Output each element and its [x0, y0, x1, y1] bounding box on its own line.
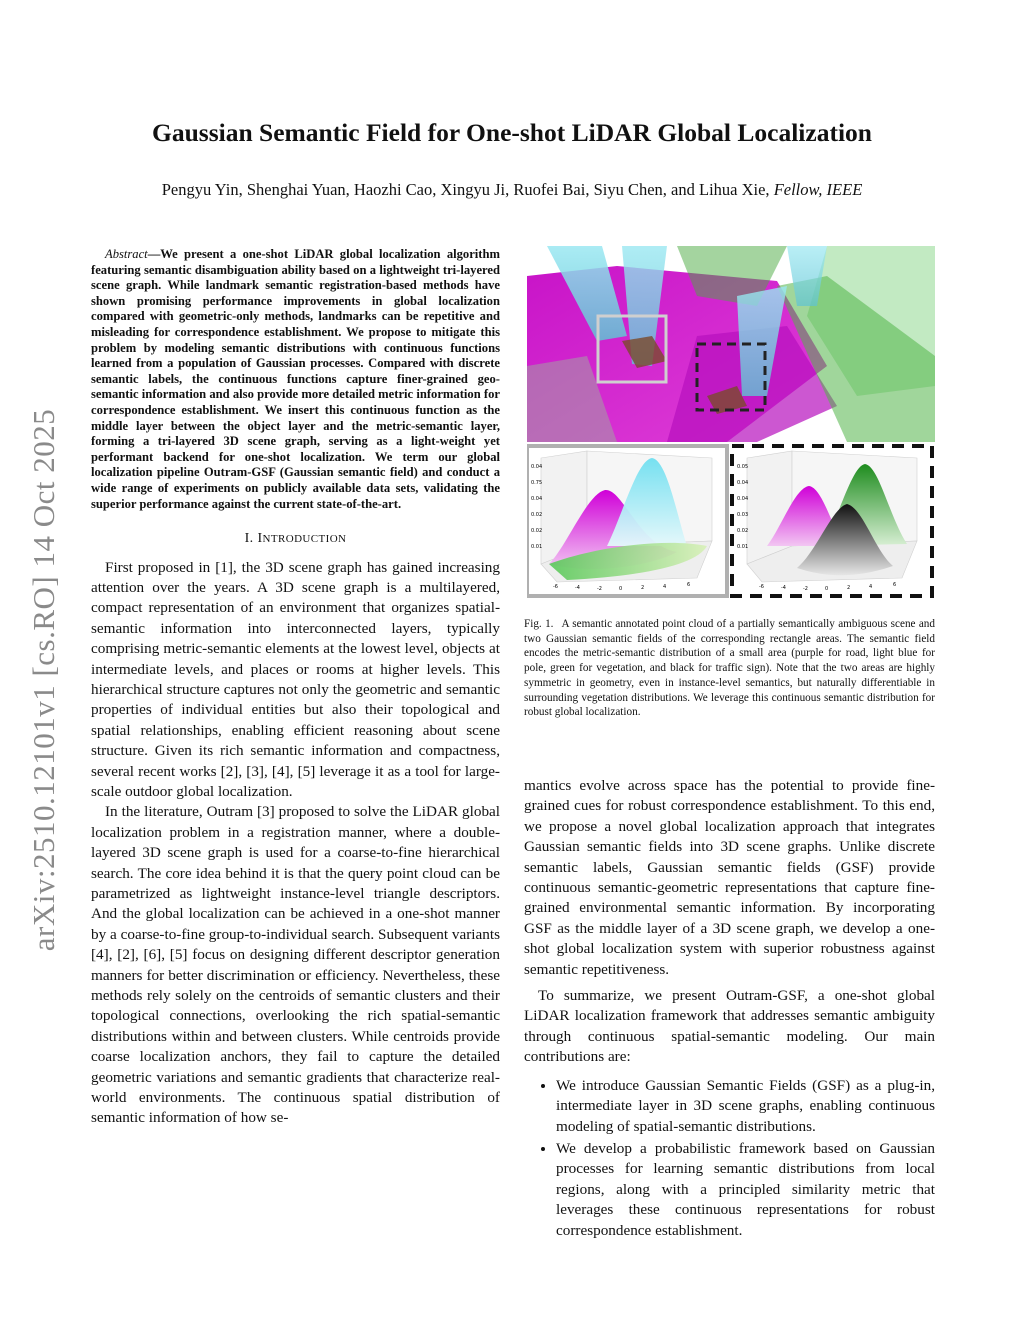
right-ztick-5: 0.02	[737, 528, 749, 534]
left-xtick-1: -6	[553, 584, 558, 590]
right-xtick-4: 0	[825, 586, 829, 592]
intro-paragraph-2: In the literature, Outram [3] proposed to solve the LiDAR global localization problem in a registration manner, where a double-layered 3D scene graph is used for a coarse-to-fine hierarchical search. The core idea behind it is that the query point cloud can be parametrized as lightweight instance-level triangle descriptors. And the global localization can be achieved in a one-shot manner by a coarse-to-fine group-to-individual search. Subsequent variants [4], [2], [6], [5] focus on designing different descriptor generation manners for better discrimination or efficiency. Nevertheless, these methods rely solely on the centroids of semantic clusters and their topological connections, overlooking the rich spatial-semantic distributions within and between clusters. While centroids provide coarse localization anchors, they fail to capture the detailed geometric variations and semantic gradients that characterize real-world environments. The continuous spatial distribution of semantic information of how se-	[91, 803, 500, 1127]
section-first-letter: I	[257, 531, 263, 547]
left-ztick-4: 0.02	[531, 512, 543, 518]
right-paragraph-1: mantics evolve across space has the potential to provide fine-grained cues for robust correspondence establishment. To this end, we propose a novel global localization approach that integrates Gaussian semantic fields into 3D scene graphs. Unlike discrete semantic labels, Gaussian semantic fields (GSF) provide continuous semantic-geometric representations that capture fine-grained environmental semantic information. By incorporating GSF as the middle layer of a 3D scene graph, we develop a one-shot global localization system with superior robustness against semantic repetitiveness.	[524, 777, 935, 978]
contribution-item-1: • We introduce Gaussian Semantic Fields (GSF) as a plug-in, intermediate layer in 3D scene graphs, enabling continuous modeling of spatial-semantic distributions.	[556, 1076, 935, 1137]
left-xtick-6: 4	[663, 584, 667, 590]
right-xtick-6: 4	[869, 584, 873, 590]
left-column	[91, 247, 500, 1129]
left-ztick-5: 0.02	[531, 528, 543, 534]
author-names: Pengyu Yin, Shenghai Yuan, Haozhi Cao, Xingyu Ji, Ruofei Bai, Siyu Chen, and Lihua Xie,	[161, 180, 774, 199]
left-ztick-2: 0.75	[531, 480, 543, 486]
left-xtick-4: 0	[619, 586, 623, 592]
right-xtick-3: -2	[803, 586, 808, 592]
right-xtick-1: -6	[759, 584, 764, 590]
gsf-plot-left	[527, 446, 727, 596]
caption-text: A semantic annotated point cloud of a partially semantically ambiguous scene and two Gaussian semantic fields of the corresponding rectangle areas. The semantic field encodes the metric-semantic distribution of a small area (purple for road, light blue for pole, green for vegetation, and black for traffic sign). Note that the two areas are highly symmetric in geometry, even in instance-level semantics, but naturally differentiable in surrounding vegetation distributions. We leverage this continuous semantic distribution for robust global localization.	[524, 618, 935, 719]
paper-title: Gaussian Semantic Field for One-shot LiDAR Global Localization	[152, 118, 872, 147]
abstract-text: —We present a one-shot LiDAR global localization algorithm featuring semantic disambiguation ability based on a lightweight tri-layered scene graph. While landmark semantic registration-based methods have shown promising performance improvements in global localization compared with geometric-only methods, landmarks can be repetitive and misleading for correspondence establishment. We propose to mitigate this problem by modeling semantic distributions with continuous functions learned from a population of Gaussian processes. Compared with discrete semantic labels, the continuous functions capture finer-grained geo-semantic information and also provide more detailed metric information for correspondence establishment. We insert this continuous function as the middle layer between the object layer and the metric-semantic layer, forming a tri-layered 3D scene graph, serving as a light-weight yet performant backend for one-shot localization. We term our global localization pipeline Outram-GSF (Gaussian semantic field) and conduct a wide range of experiments on publicly available data sets, validating the superior performance against the current state-of-the-art.	[91, 247, 500, 511]
abstract	[91, 247, 500, 512]
left-xtick-5: 2	[641, 585, 645, 591]
abstract-label: Abstract	[105, 247, 148, 261]
contribution-item-2: • We develop a probabilistic framework based on Gaussian processes for learning semantic distributions from local regions, along with a principled similarity metric that leverages these continuous representations for robust correspondence establishment.	[556, 1139, 935, 1241]
caption-label: Fig. 1.	[524, 618, 554, 630]
right-xtick-2: -4	[781, 585, 786, 591]
point-cloud-panel	[527, 246, 935, 442]
author-list	[0, 180, 1024, 200]
intro-paragraph-1: First proposed in [1], the 3D scene graph has gained increasing attention over the years. A 3D scene graph is a multilayered, compact representation of an environment that organizes spatial-semantic information into interconnected layers, typically comprising metric-semantic elements at the lowest level, objects at intermediate levels, and places or rooms at higher levels. This hierarchical structure captures not only the geometric and semantic properties of individual entities but also their topological and spatial relationships, enabling efficient reasoning about scene structure. Given its rich semantic information and compactness, several recent works [2], [3], [4], [5] leverage it as a tool for large-scale outdoor global localization.	[91, 558, 500, 800]
right-ztick-6: 0.01	[737, 544, 749, 550]
right-ztick-1: 0.05	[737, 464, 749, 470]
right-ztick-4: 0.03	[737, 512, 749, 518]
author-suffix: Fellow, IEEE	[773, 180, 863, 199]
left-ztick-3: 0.04	[531, 496, 543, 502]
right-column	[524, 776, 935, 1243]
section-rest: NTRODUCTION	[262, 533, 347, 546]
section-heading-introduction	[91, 529, 500, 549]
left-xtick-2: -4	[575, 585, 580, 591]
contributions-list	[524, 1076, 935, 1241]
arxiv-id: arXiv:2510.12101v1 [cs.RO] 14 Oct 2025	[26, 408, 61, 952]
left-ztick-6: 0.01	[531, 544, 543, 550]
left-xtick-7: 6	[687, 582, 691, 588]
left-xtick-3: -2	[597, 586, 602, 592]
arxiv-sidebar-stamp	[14, 300, 74, 1060]
right-paragraph-2: To summarize, we present Outram-GSF, a one-shot global LiDAR localization framework that addresses semantic ambiguity through continuous spatial-semantic modeling. Our main contributions are:	[524, 987, 935, 1066]
figure-1-caption	[524, 617, 935, 720]
left-ztick-1: 0.04	[531, 464, 543, 470]
gsf-plot-right	[732, 446, 932, 596]
section-numeral: I.	[244, 531, 258, 547]
right-ztick-3: 0.04	[737, 496, 749, 502]
right-xtick-7: 6	[893, 582, 897, 588]
figure-1	[527, 246, 935, 598]
right-xtick-5: 2	[847, 585, 851, 591]
right-ztick-2: 0.04	[737, 480, 749, 486]
